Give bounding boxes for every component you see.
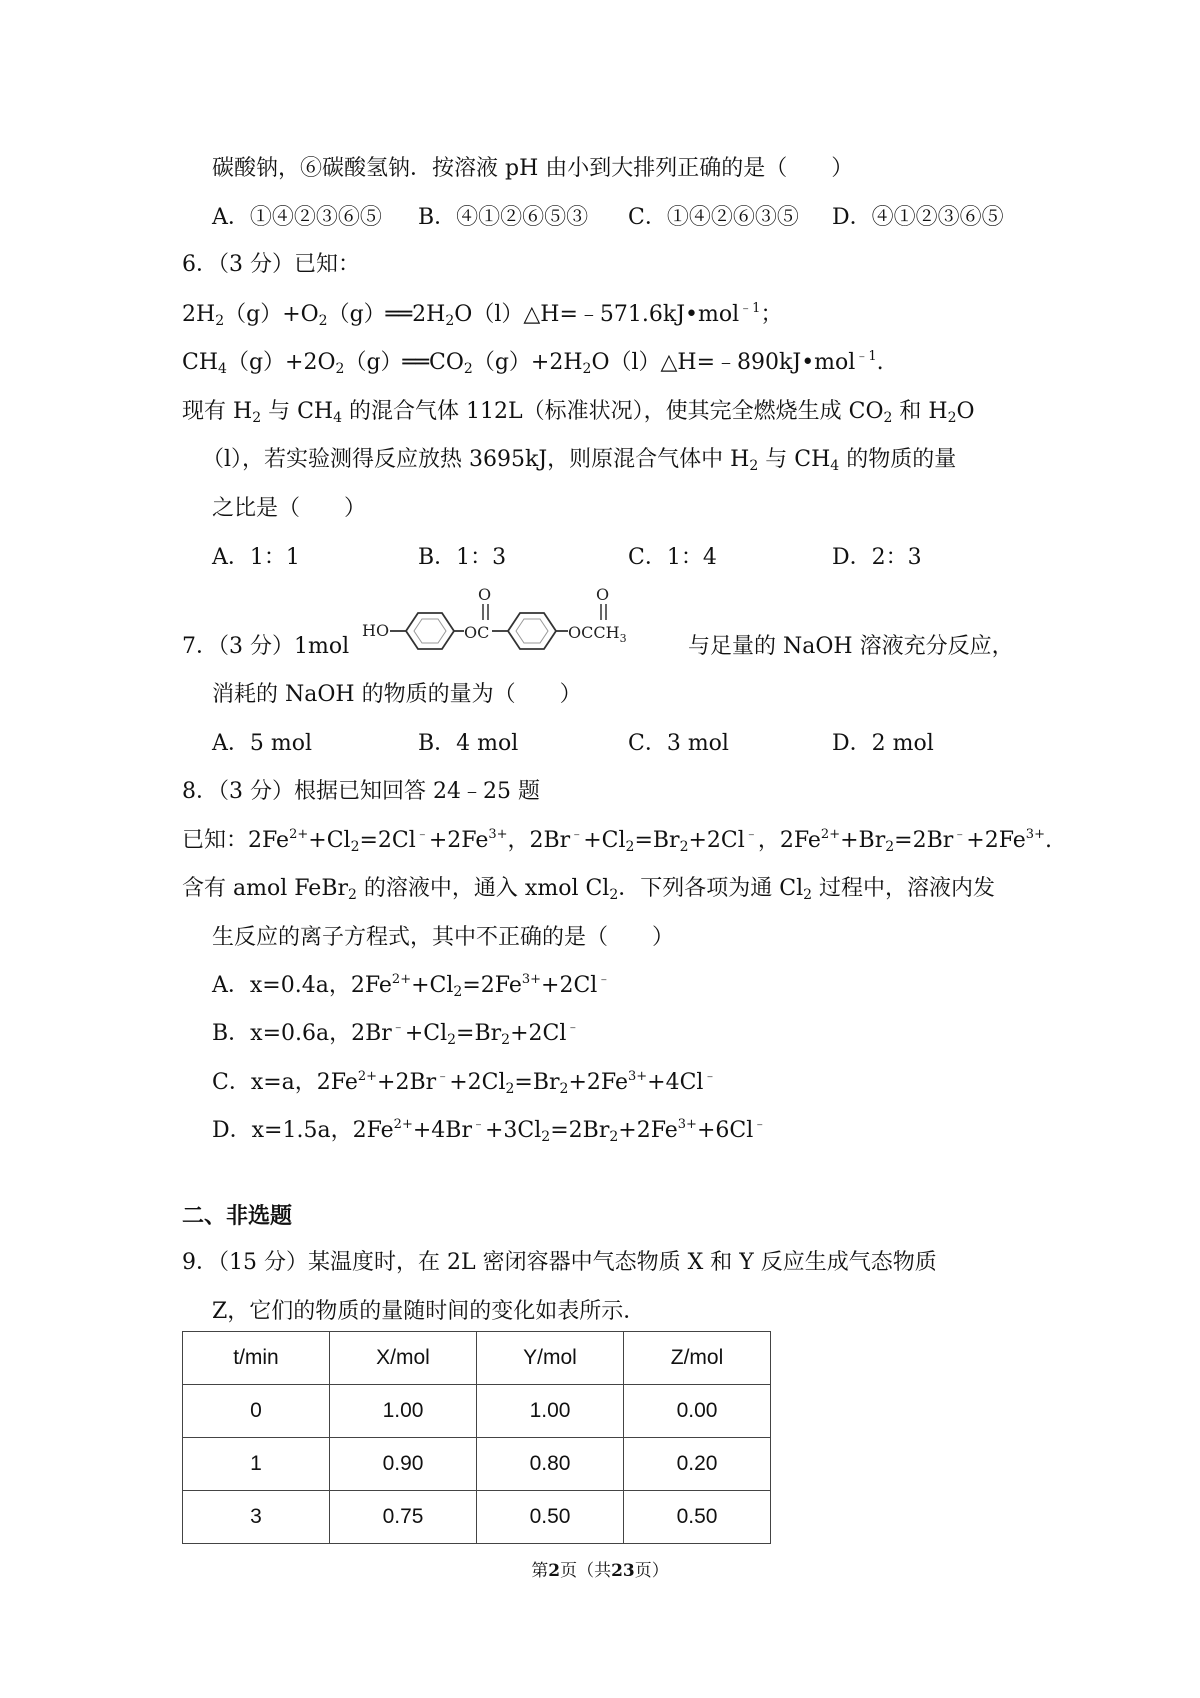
q9-line-1: 9．（15 分）某温度时，在 2L 密闭容器中气态物质 X 和 Y 反应生成气态物质 xyxy=(182,1250,937,1275)
table-cell: 0.50 xyxy=(624,1491,771,1544)
mol-carbonyl-o-1: O xyxy=(478,585,492,604)
q8-option-d: D．x=1.5a，$2Fe^{2+}+4Br^﹣+3Cl_2=2Br_2+2Fe^{3+}+6Cl^﹣$ xyxy=(212,1117,767,1145)
q5-continuation: 碳酸钠，⑥碳酸氢钠．按溶液 pH 由小到大排列正确的是（ ） xyxy=(212,156,854,181)
q6-heading: 6．（3 分）已知： xyxy=(182,252,360,277)
table-cell: 0.75 xyxy=(330,1491,477,1544)
q8-known-reactions: 已知：$2Fe^{2+}+Cl_2=2Cl^﹣+2Fe^{3+}$，$2Br^﹣+Cl_2=Br_2+2Cl^﹣$，$2Fe^{2+}+Br_2=2Br^﹣+2Fe^{3+}$. xyxy=(182,827,1052,855)
section-heading: 二、非选题 xyxy=(182,1204,293,1229)
page-footer: 第2页（共23页） xyxy=(531,1561,669,1581)
table-cell: 0.00 xyxy=(624,1385,771,1438)
q8-body-line-1: 含有 amol FeBr$_2$ 的溶液中，通入 xmol $Cl_2$．下列各项为通 $Cl_2$ 过程中，溶液内发 xyxy=(182,876,996,903)
table-header-cell: t/min xyxy=(183,1332,330,1385)
molecule-structure xyxy=(358,584,686,654)
q7-option-d: D．2 mol xyxy=(832,731,934,756)
mol-ho-label: HO xyxy=(362,621,390,640)
q7-heading: 7．（3 分）1mol xyxy=(182,634,350,659)
q6-body-line-3: 之比是（ ） xyxy=(212,496,367,521)
benzene-ring-2 xyxy=(508,613,556,649)
q6-equation-1: $2H_2(g)+O_2(g)══2H_2O(l)\triangle H=﹣571.6kJ•mol^{﹣1}$； xyxy=(182,301,783,329)
q8-option-a: A．x=0.4a，$2Fe^{2+}+Cl_2=2Fe^{3+}+2Cl^﹣$ xyxy=(212,972,611,1000)
q8-body-line-2: 生反应的离子方程式，其中不正确的是（ ） xyxy=(212,925,675,950)
q6-option-d: D．2：3 xyxy=(832,545,922,570)
q6-option-c: C．1：4 xyxy=(628,545,717,570)
q5-option-a: A．①④②③⑥⑤ xyxy=(212,205,382,230)
q6-equation-2: $CH_4(g)+2O_2(g)══CO_2(g)+2H_2O(l)\triangle H=﹣890kJ•mol^{﹣1}$. xyxy=(182,349,884,377)
table-header-cell: Y/mol xyxy=(477,1332,624,1385)
q7-option-a: A．5 mol xyxy=(212,731,313,756)
table-cell: 0.20 xyxy=(624,1438,771,1491)
table-header-row xyxy=(183,1332,771,1385)
mol-ester-2-label: $OCCH_3$ xyxy=(568,623,627,645)
data-table xyxy=(182,1331,771,1544)
table-header-cell: Z/mol xyxy=(624,1332,771,1385)
mol-ester-1-label: OC xyxy=(464,623,490,642)
table-cell: 0.50 xyxy=(477,1491,624,1544)
q5-option-c: C．①④②⑥③⑤ xyxy=(628,205,799,230)
table-cell: 0 xyxy=(183,1385,330,1438)
table-row xyxy=(183,1385,771,1438)
q6-option-a: A．1：1 xyxy=(212,545,300,570)
q5-option-b: B．④①②⑥⑤③ xyxy=(418,205,589,230)
q6-body-line-1: 现有 $H_2$ 与 $CH_4$ 的混合气体 112L（标准状况），使其完全燃烧生成 $CO_2$ 和 $H_2O$ xyxy=(182,399,975,426)
q5-option-d: D．④①②③⑥⑤ xyxy=(832,205,1004,230)
benzene-ring-1 xyxy=(406,613,454,649)
table-cell: 1 xyxy=(183,1438,330,1491)
table-cell: 1.00 xyxy=(330,1385,477,1438)
q7-option-b: B．4 mol xyxy=(418,731,519,756)
table-cell: 1.00 xyxy=(477,1385,624,1438)
q6-option-b: B．1：3 xyxy=(418,545,507,570)
q7-tail: 与足量的 NaOH 溶液充分反应， xyxy=(688,634,1014,659)
table-header-cell: X/mol xyxy=(330,1332,477,1385)
q8-option-b: B．x=0.6a，$2Br^﹣+Cl_2=Br_2+2Cl^﹣$ xyxy=(212,1020,580,1048)
table-cell: 0.90 xyxy=(330,1438,477,1491)
table-row xyxy=(183,1438,771,1491)
table-cell: 0.80 xyxy=(477,1438,624,1491)
mol-carbonyl-o-2: O xyxy=(596,585,610,604)
q8-option-c: C．x=a，$2Fe^{2+}+2Br^﹣+2Cl_2=Br_2+2Fe^{3+}+4Cl^﹣$ xyxy=(212,1069,717,1097)
q7-option-c: C．3 mol xyxy=(628,731,729,756)
q9-line-2: Z，它们的物质的量随时间的变化如表所示． xyxy=(212,1299,646,1324)
table-cell: 3 xyxy=(183,1491,330,1544)
q8-heading: 8．（3 分）根据已知回答 24﹣25 题 xyxy=(182,779,540,804)
q7-body-line-2: 消耗的 NaOH 的物质的量为（ ） xyxy=(212,682,582,707)
table-row xyxy=(183,1491,771,1544)
q6-body-line-2: （l），若实验测得反应放热 3695kJ，则原混合气体中 $H_2$ 与 $CH_4$ 的物质的量 xyxy=(202,447,957,474)
